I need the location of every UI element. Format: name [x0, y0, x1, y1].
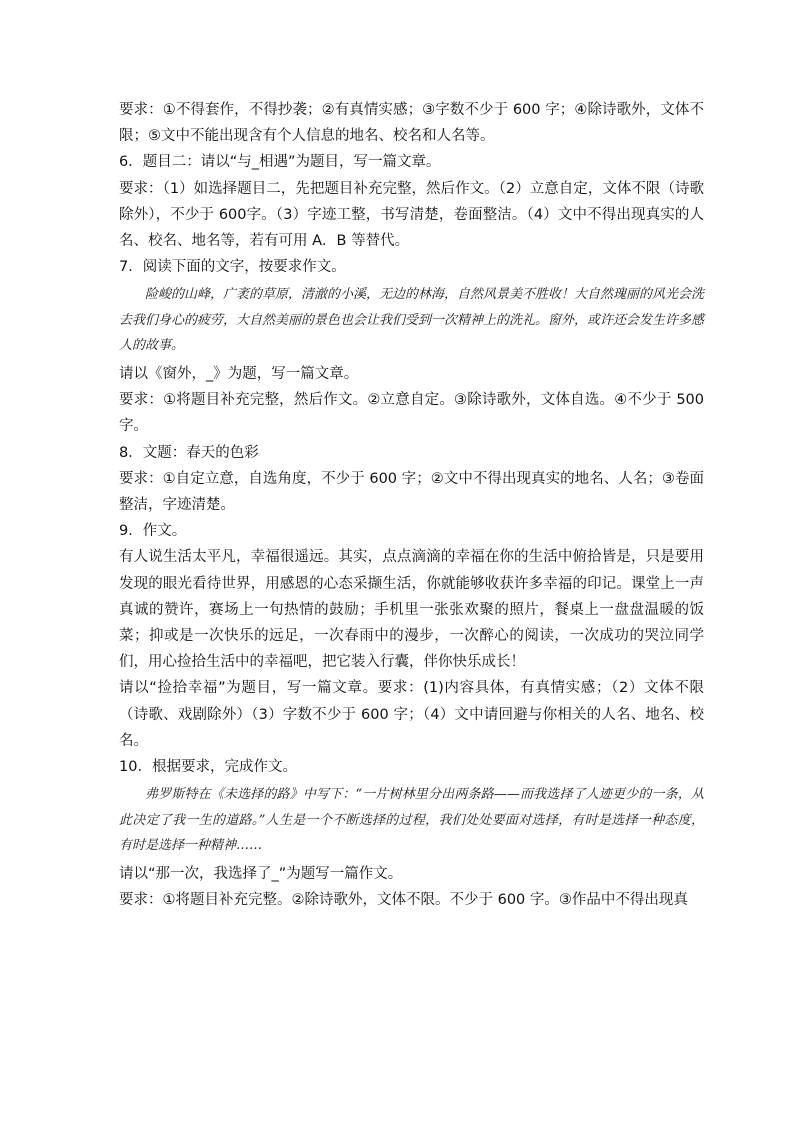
requirement-paragraph: 请以“捡拾幸福”为题目，写一篇文章。要求：(1)内容具体，有真情实感；（2）文体不限（诗歌、戏剧除外）（3）字数不少于 600 字；（4）文中请回避与你相关的人名、地名、校名。 — [119, 680, 704, 749]
prompt-paragraph: 请以《窗外，_》为题，写一篇文章。 — [119, 365, 359, 382]
requirement-paragraph: 要求：①自定立意，自选角度，不少于 600 字；②文中不得出现真实的地名、人名；③卷面整洁，字迹清楚。 — [119, 470, 704, 513]
requirement-paragraph: 要求：①将题目补充完整，然后作文。②立意自定。③除诗歌外，文体自选。④不少于 500 字。 — [119, 392, 704, 435]
quoted-passage: 弗罗斯特在《未选择的路》中写下：“一片树林里分出两条路——而我选择了人迹更少的一条，从此决定了我一生的道路。”人生是一个不断选择的过程，我们处处要面对选择，有时是选择一种态度，有时是选择一种精神…… — [119, 787, 704, 854]
prompt-paragraph: 请以“那一次，我选择了_”为题写一篇作文。 — [119, 865, 403, 882]
quoted-passage: 险峻的山峰，广袤的草原，清澈的小溪，无边的林海，自然风景美不胜收！大自然瑰丽的风光会洗去我们身心的疲劳，大自然美丽的景色也会让我们受到一次精神上的洗礼。窗外，或许还会发生许多感人的故事。 — [119, 287, 705, 354]
material-paragraph: 有人说生活太平凡，幸福很遥远。其实，点点滴滴的幸福在你的生活中俯拾皆是，只是要用发现的眼光看待世界，用感恩的心态采撷生活，你就能够收获许多幸福的印记。课堂上一声真诚的赞许，赛场上一句热情的鼓励；手机里一张张欢聚的照片，餐桌上一盘盘温暖的饭菜；抑或是一次快乐的远足，一次春雨中的漫步，一次醉心的阅读，一次成功的哭泣同学们，用心捡拾生活中的幸福吧，把它装入行囊，伴你快乐成长！ — [119, 549, 704, 671]
question-9-title: 9．作文。 — [119, 523, 187, 540]
question-6-title: 6．题目二：请以“与_相遇”为题目，写一篇文章。 — [119, 154, 441, 171]
requirement-paragraph: 要求：①不得套作，不得抄袭；②有真情实感；③字数不少于 600 字；④除诗歌外，文体不限；⑤文中不能出现含有个人信息的地名、校名和人名等。 — [119, 102, 704, 145]
question-8-title: 8．文题：春天的色彩 — [119, 444, 259, 461]
requirement-paragraph: 要求：（1）如选择题目二，先把题目补充完整，然后作文。（2）立意自定，文体不限（诗歌除外），不少于 600字。（3）字迹工整，书写清楚，卷面整洁。（4）文中不得出现真实的人名、校名、地名等，若有可用 A．B 等替代。 — [119, 180, 704, 250]
question-7-title: 7．阅读下面的文字，按要求作文。 — [119, 259, 346, 276]
question-10-title: 10．根据要求，完成作文。 — [119, 758, 297, 775]
requirement-paragraph: 要求：①将题目补充完整。②除诗歌外，文体不限。不少于 600 字。③作品中不得出现真 — [119, 891, 688, 908]
